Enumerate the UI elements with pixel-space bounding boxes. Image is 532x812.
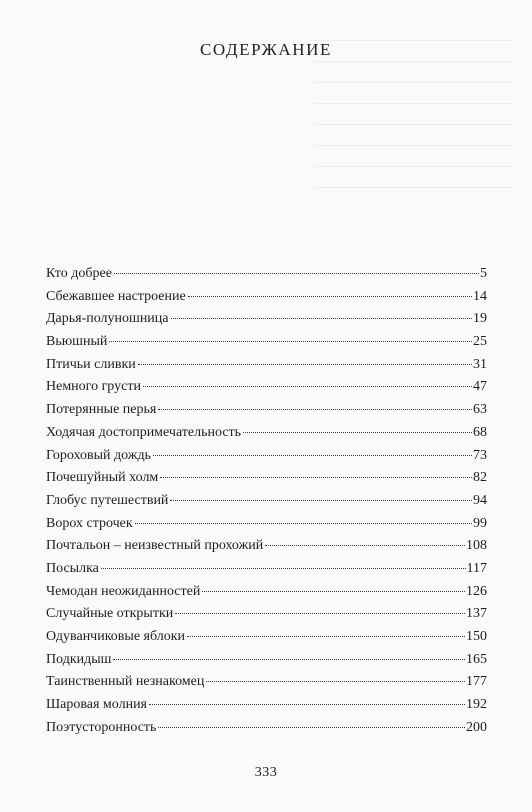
toc-entry-page: 73 [473,447,487,463]
show-through-text [314,40,514,230]
toc-entry [46,402,487,425]
toc-entry [46,311,487,334]
toc-entry-page: 14 [473,288,487,304]
toc-entry-title: Ходячая достопримечательность [46,424,242,440]
dot-leader [171,318,472,319]
toc-entry-page: 192 [466,697,487,713]
toc-entry [46,289,487,312]
toc-entry-title: Сбежавшее настроение [46,288,186,304]
toc-entry-page: 150 [466,629,487,644]
dot-leader [243,432,472,433]
dot-leader [158,727,465,728]
toc-entry [46,629,487,652]
toc-entry-page: 68 [473,424,487,440]
toc-entry-page: 200 [466,719,487,735]
toc-entry-page: 47 [473,379,487,395]
toc-entry-page: 117 [466,560,487,576]
toc-entry-title: Птичьи сливки [46,356,136,372]
dot-leader [101,568,466,569]
toc-entry-title: Глобус путешествий [46,492,169,508]
toc-entry-page: 99 [473,515,487,531]
toc-entry-page: 5 [480,266,487,281]
toc-entry [46,493,487,516]
dot-leader [158,409,472,410]
toc-entry-title: Гороховый дождь [46,447,151,463]
toc-entry [46,697,487,720]
page-number: 333 [254,765,278,780]
toc-entry [46,561,487,584]
toc-entry-title: Поэтусторонность [46,719,157,735]
page-title: СОДЕРЖАНИЕ [199,40,333,59]
dot-leader [206,681,465,682]
dot-leader [170,500,472,501]
dot-leader [113,659,465,660]
toc-entry [46,470,487,493]
toc-entry-title: Почешуйный холм [46,470,159,486]
toc-entry-title: Случайные открытки [46,606,174,622]
toc-entry [46,357,487,380]
dot-leader [138,364,472,365]
toc-entry-title: Подкидыш [46,651,112,667]
dot-leader [149,704,465,705]
toc-entry-page: 25 [473,334,487,350]
toc-entry-title: Чемодан неожиданностей [46,583,201,599]
toc-entry-page: 165 [466,651,487,667]
dot-leader [109,341,472,342]
toc-entry-title: Немного грусти [46,379,141,395]
toc-entry [46,652,487,675]
toc-entry [46,720,487,743]
dot-leader [202,591,465,592]
toc-entry [46,516,487,539]
toc-entry [46,606,487,629]
toc-entry-title: Кто добрее [46,266,112,281]
dot-leader [175,613,465,614]
table-of-contents [46,266,487,742]
toc-entry [46,674,487,697]
toc-entry-page: 94 [473,492,487,508]
toc-entry [46,425,487,448]
toc-entry [46,538,487,561]
dot-leader [114,273,479,274]
toc-entry-page: 177 [466,674,487,690]
toc-entry [46,448,487,471]
toc-entry-page: 137 [466,606,487,622]
toc-entry-page: 19 [473,311,487,327]
toc-entry-title: Почтальон – неизвестный прохожий [46,538,264,554]
toc-entry [46,266,487,289]
dot-leader [187,636,465,637]
dot-leader [153,455,472,456]
toc-entry-title: Вьюшный [46,334,108,350]
dot-leader [160,477,472,478]
toc-entry-title: Шаровая молния [46,697,148,713]
dot-leader [188,296,472,297]
toc-entry [46,334,487,357]
toc-entry-title: Потерянные перья [46,402,157,418]
toc-entry-title: Ворох строчек [46,515,133,531]
dot-leader [143,386,472,387]
toc-entry [46,379,487,402]
dot-leader [135,523,472,524]
toc-entry-title: Таинственный незнакомец [46,674,205,690]
toc-entry-page: 31 [473,356,487,372]
toc-entry-title: Одуванчиковые яблоки [46,629,186,644]
toc-entry-page: 126 [466,583,487,599]
toc-entry-page: 108 [466,538,487,554]
toc-entry [46,584,487,607]
toc-entry-page: 63 [473,402,487,418]
toc-entry-page: 82 [473,470,487,486]
toc-entry-title: Посылка [46,560,99,576]
dot-leader [265,545,465,546]
toc-entry-title: Дарья-полуношница [46,311,169,327]
